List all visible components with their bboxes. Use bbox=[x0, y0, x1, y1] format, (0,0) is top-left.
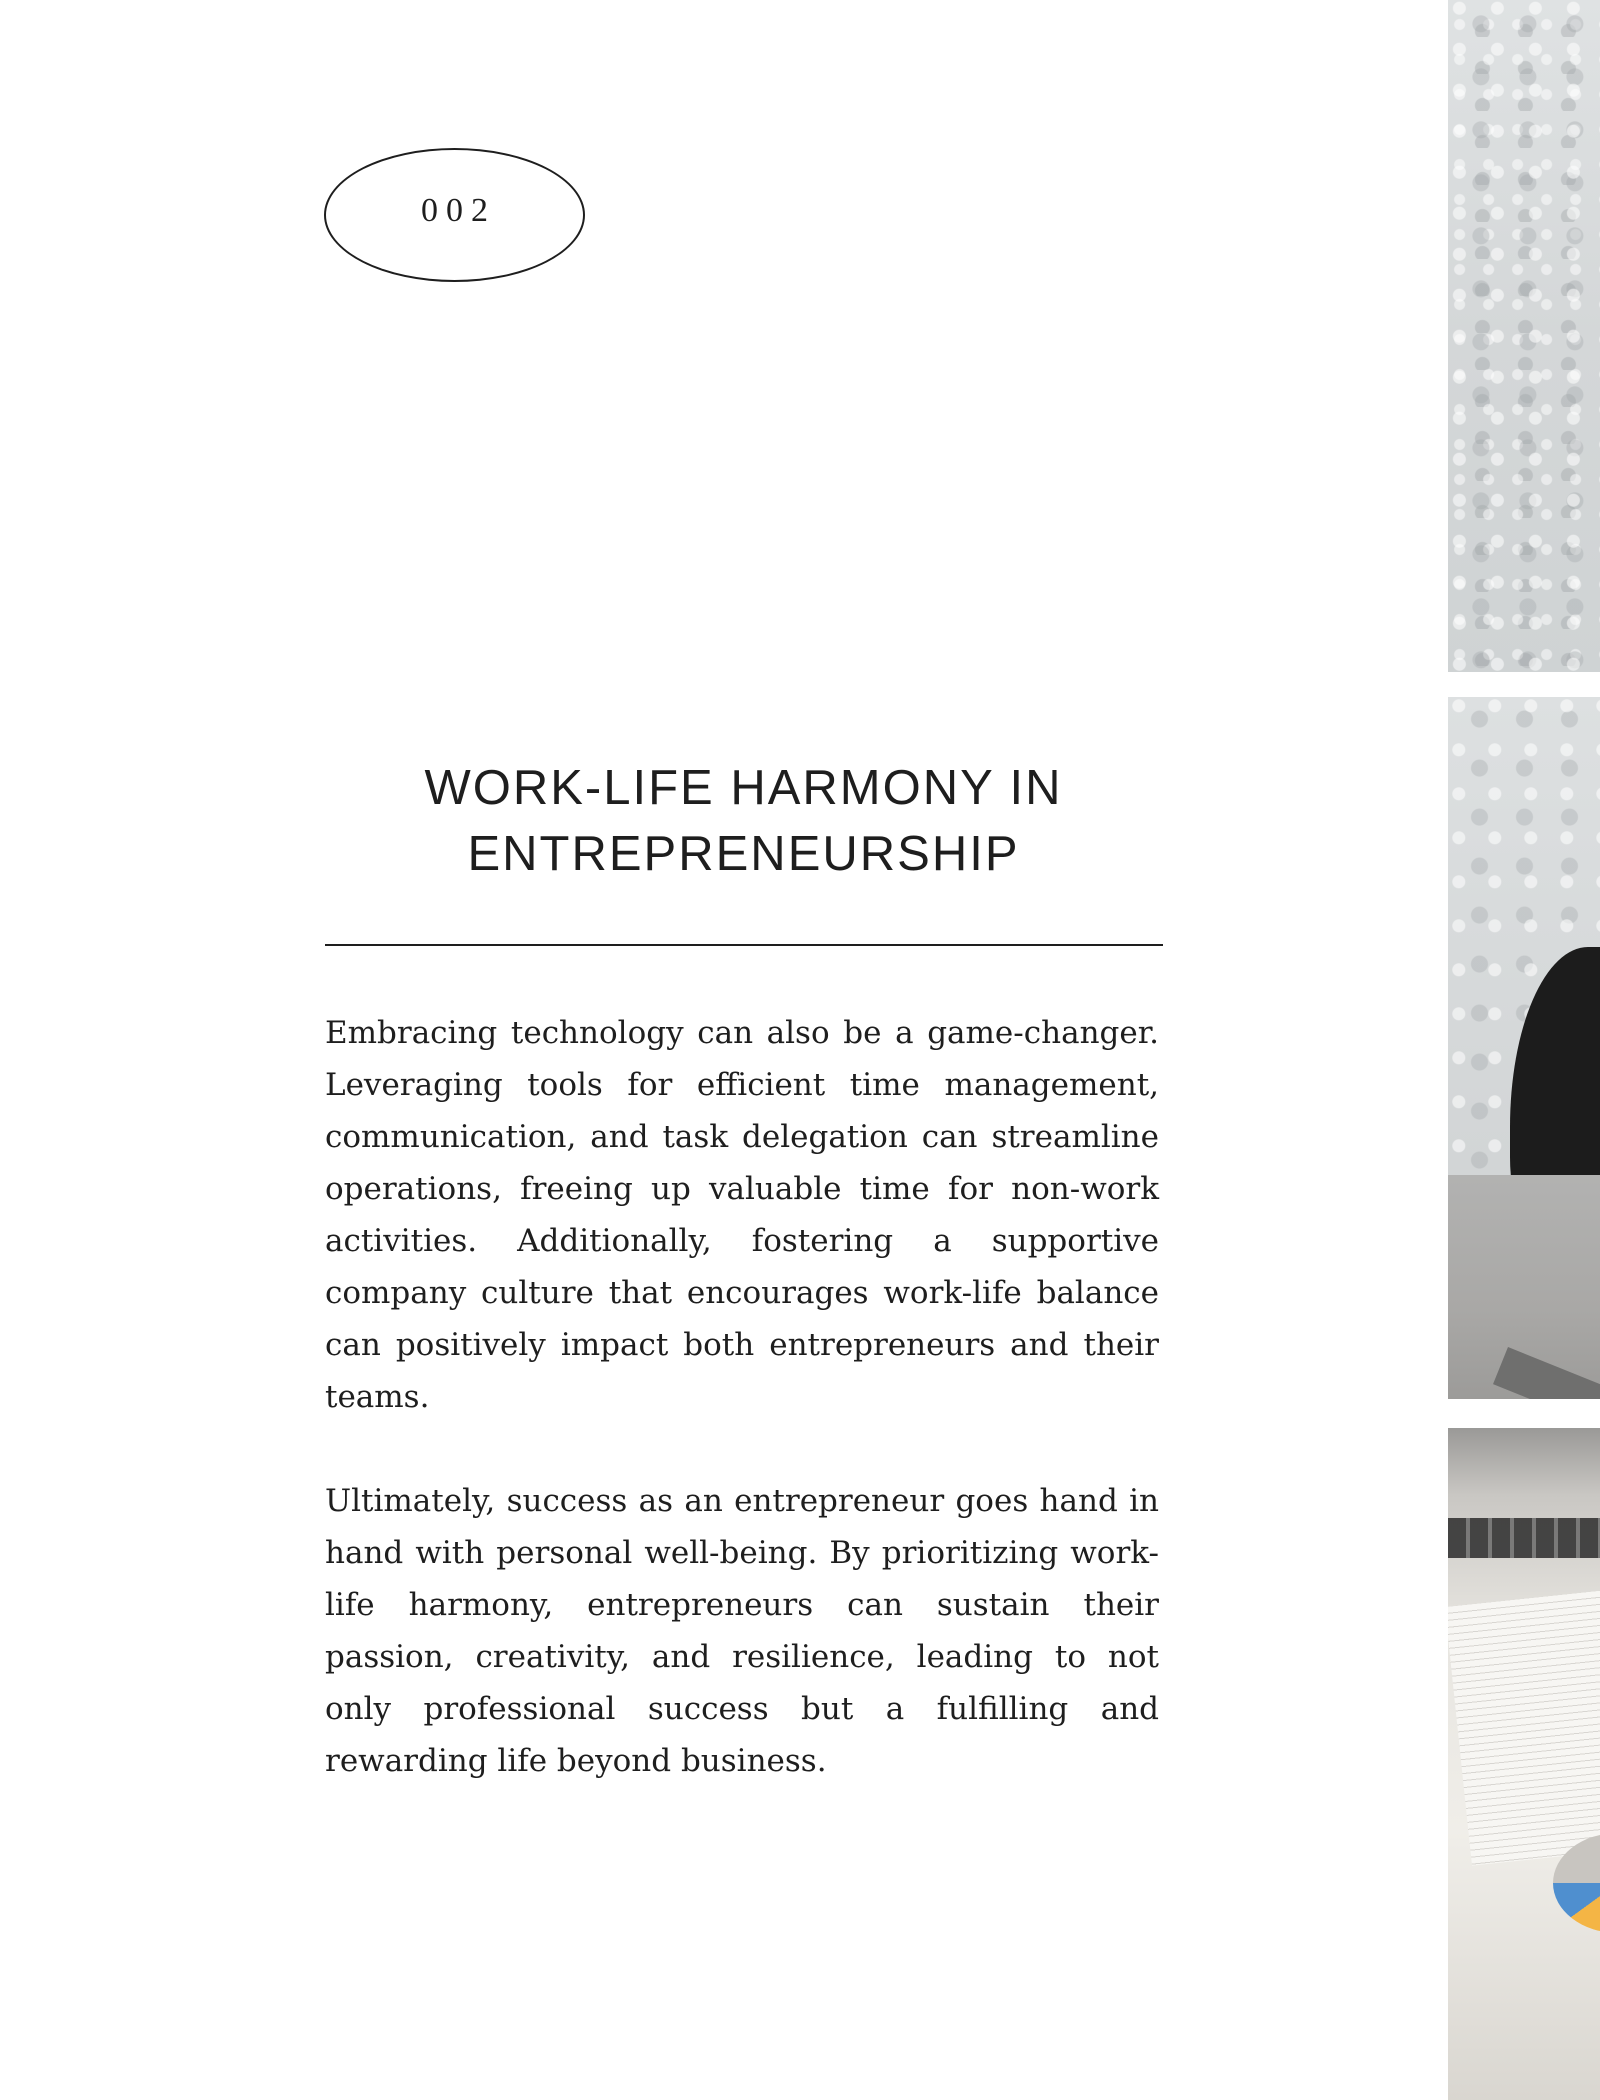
markers bbox=[1448, 1518, 1600, 1558]
desk-documents-photo bbox=[1448, 1428, 1600, 2100]
article-title: WORK-LIFE HARMONY IN ENTREPRENEURSHIP bbox=[424, 761, 1063, 881]
printed-document bbox=[1448, 1590, 1600, 1865]
body-paragraph-1: Embracing technology can also be a game-changer. Leveraging tools for efficient time management, communication, and task delegation can streamline operations, freeing up valuable time for non-work activities. Additionally, fostering a supportive company culture that encourages work-life balance can positively impact both entrepreneurs and their teams. bbox=[325, 1015, 1159, 1415]
body-paragraph-2: Ultimately, success as an entrepreneur goes hand in hand with personal well-being. By prioritizing work-life harmony, entrepreneurs can sustain their passion, creativity, and resilience, leading to not only professional success but a fulfilling and rewarding life beyond business. bbox=[325, 1483, 1159, 1779]
wall-photo bbox=[1448, 0, 1600, 672]
title-divider bbox=[325, 944, 1163, 946]
page-number-badge bbox=[324, 148, 585, 282]
page-number: 002 bbox=[421, 192, 496, 229]
laptop-worker-photo bbox=[1448, 697, 1600, 1399]
